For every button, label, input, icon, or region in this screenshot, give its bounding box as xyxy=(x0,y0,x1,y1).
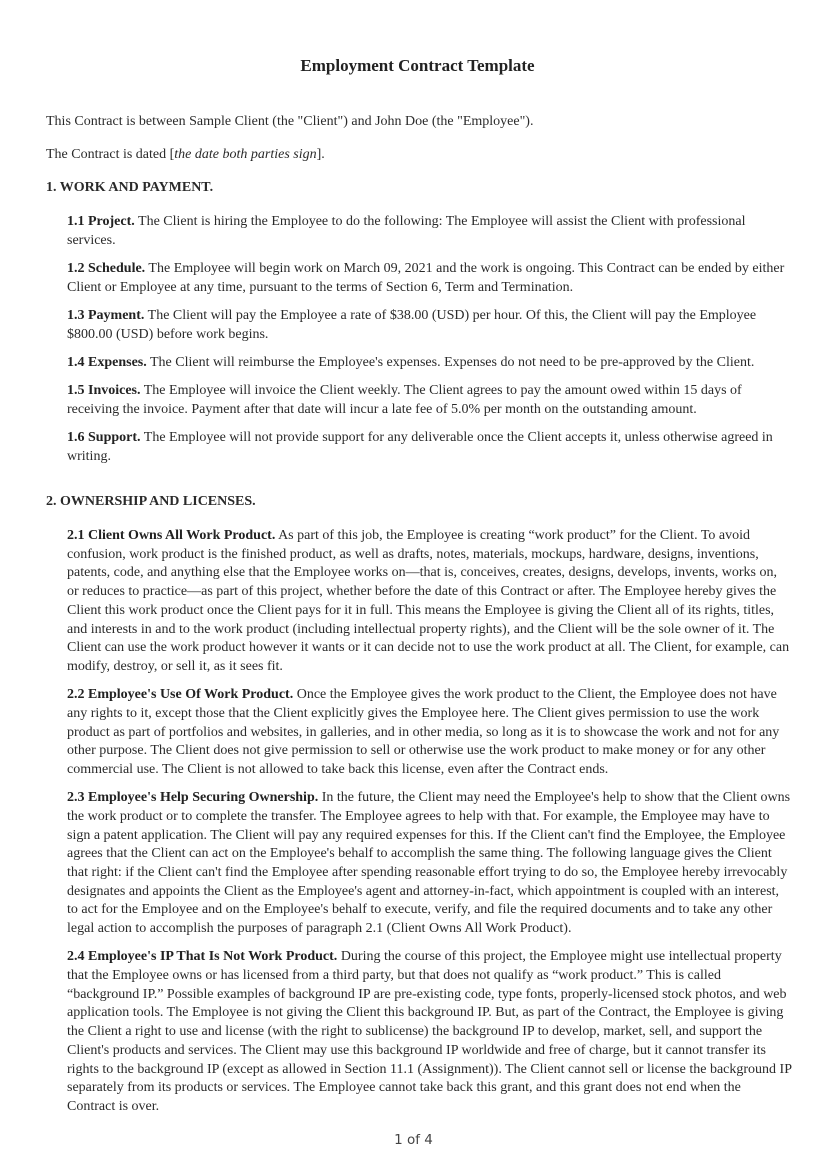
clause-label: 1.6 Support. xyxy=(67,429,141,445)
clause-label: 1.1 Project. xyxy=(67,214,135,230)
clause-text: Once the Employee gives the work product to the Client, the Employee does not have any rights to it, except those that the Client explicitly gives the Employee here. The Client gives permission to use the work product as part of portfolios and websites, in galleries, and in other media, so long as it is to showcase the work and not for any other purpose. The Client does not give permission to sell or otherwise use the work product to make money or for any other commercial use. The Client is not allowed to take back this license, even after the Contract ends. xyxy=(67,687,780,777)
clause-text: The Client is hiring the Employee to do the following: The Employee will assist the Client with professional services. xyxy=(67,214,746,248)
clause-text: The Employee will begin work on March 09, 2021 and the work is ongoing. This Contract can be ended by either Client or Employee at any time, pursuant to the terms of Section 6, Term and Termination. xyxy=(67,261,785,295)
clause-label: 2.4 Employee's IP That Is Not Work Product. xyxy=(67,949,338,965)
clause-paragraph xyxy=(67,307,792,344)
clause-paragraph xyxy=(67,382,792,419)
clause-text: In the future, the Client may need the Employee's help to show that the Client owns the work product or to complete the transfer. The Employee agrees to help with that. For example, the Employee may have to sign a patent application. The Client will pay any required expenses for this. If the Client can't find the Employee, the Employee agrees that the Client can act on the Employee's behalf to accomplish the same thing. The following language gives the Client that right: if the Client can't find the Employee after spending reasonable effort trying to do so, the Employee hereby irrevocably designates and appoints the Client as the Employee's agent and attorney-in-fact, which appointment is coupled with an interest, to act for the Employee and on the Employee's behalf to execute, verify, and file the required documents and to take any other legal action to accomplish the purposes of paragraph 2.1 (Client Owns All Work Product). xyxy=(67,790,791,937)
page-number: 1 of 4 xyxy=(394,1132,433,1148)
intro-paragraph: This Contract is between Sample Client (the "Client") and John Doe (the "Employee"). xyxy=(46,114,534,129)
clause-text: During the course of this project, the Employee might use intellectual property that the Employee owns or has licensed from a third party, but that does not qualify as “work product.” This is called “background IP.” Possible examples of background IP are pre-existing code, type fonts, properly-licensed stock photos, and web application tools. The Employee is not giving the Client this background IP. But, as part of the Contract, the Employee is giving the Client a right to use and license (with the right to sublicense) the background IP to develop, market, sell, and support the Client's products and services. The Client may use this background IP worldwide and free of charge, but it cannot transfer its rights to the background IP (except as allowed in Section 11.1 (Assignment)). The Client cannot sell or license the background IP separately from its products or services. The Employee cannot take back this grant, and this grant does not end when the Contract is over. xyxy=(67,949,792,1114)
clause-label: 2.1 Client Owns All Work Product. xyxy=(67,528,276,544)
clause-text: The Employee will not provide support for any deliverable once the Client accepts it, unless otherwise agreed in writing. xyxy=(67,429,773,464)
document-body xyxy=(46,113,792,1126)
clause-label: 2.3 Employee's Help Securing Ownership. xyxy=(67,790,319,806)
dated-placeholder: the date both parties sign xyxy=(174,147,317,163)
clause-paragraph xyxy=(67,527,792,677)
clause-paragraph xyxy=(67,213,792,250)
clause-label: 1.5 Invoices. xyxy=(67,383,141,399)
dated-prefix: The Contract is dated [ xyxy=(46,147,175,163)
dated-suffix: ]. xyxy=(316,147,325,163)
clause-paragraph xyxy=(67,948,792,1116)
section-heading: 2. OWNERSHIP AND LICENSES. xyxy=(46,494,256,510)
clause-paragraph xyxy=(67,354,792,373)
dated-paragraph xyxy=(46,146,792,165)
clause-paragraph xyxy=(67,686,792,780)
clause-label: 2.2 Employee's Use Of Work Product. xyxy=(67,687,294,703)
clause-paragraph xyxy=(67,429,792,466)
clause-label: 1.4 Expenses. xyxy=(67,354,147,370)
clause-paragraph xyxy=(67,789,792,939)
clause-label: 1.3 Payment. xyxy=(67,307,145,323)
sections xyxy=(46,179,792,1116)
clause-text: The Client will pay the Employee a rate of $38.00 (USD) per hour. Of this, the Client will pay the Employee $800.00 (USD) before work begins. xyxy=(67,307,757,342)
clause-text: The Client will reimburse the Employee's expenses. Expenses do not need to be pre-approved by the Client. xyxy=(146,354,755,370)
clause-text: The Employee will invoice the Client weekly. The Client agrees to pay the amount owed within 15 days of receiving the invoice. Payment after that date will incur a late fee of 5.0% per month on the outstanding amount. xyxy=(67,383,742,417)
clause-paragraph xyxy=(67,260,792,297)
clause-label: 1.2 Schedule. xyxy=(67,261,146,277)
section-heading: 1. WORK AND PAYMENT. xyxy=(46,180,214,196)
document-title: Employment Contract Template xyxy=(300,56,535,75)
clause-text: As part of this job, the Employee is creating “work product” for the Client. To avoid confusion, work product is the finished product, as well as drafts, notes, materials, mockups, hardware, designs, inventions, patents, code, and anything else that the Employee works on—that is, conceives, creates, designs, develops, invents, works on, or reduces to practice—as part of this project, whether before the date of this Contract or after. The Employee hereby gives the Client this work product once the Client pays for it in full. This means the Employee is giving the Client all of its rights, titles, and interests in and to the work product (including intellectual property rights), and the Client will be the sole owner of it. The Client can use the work product however it wants or it can decide not to use the work product at all. The Client, for example, can modify, destroy, or sell it, as it sees fit. xyxy=(67,528,790,674)
